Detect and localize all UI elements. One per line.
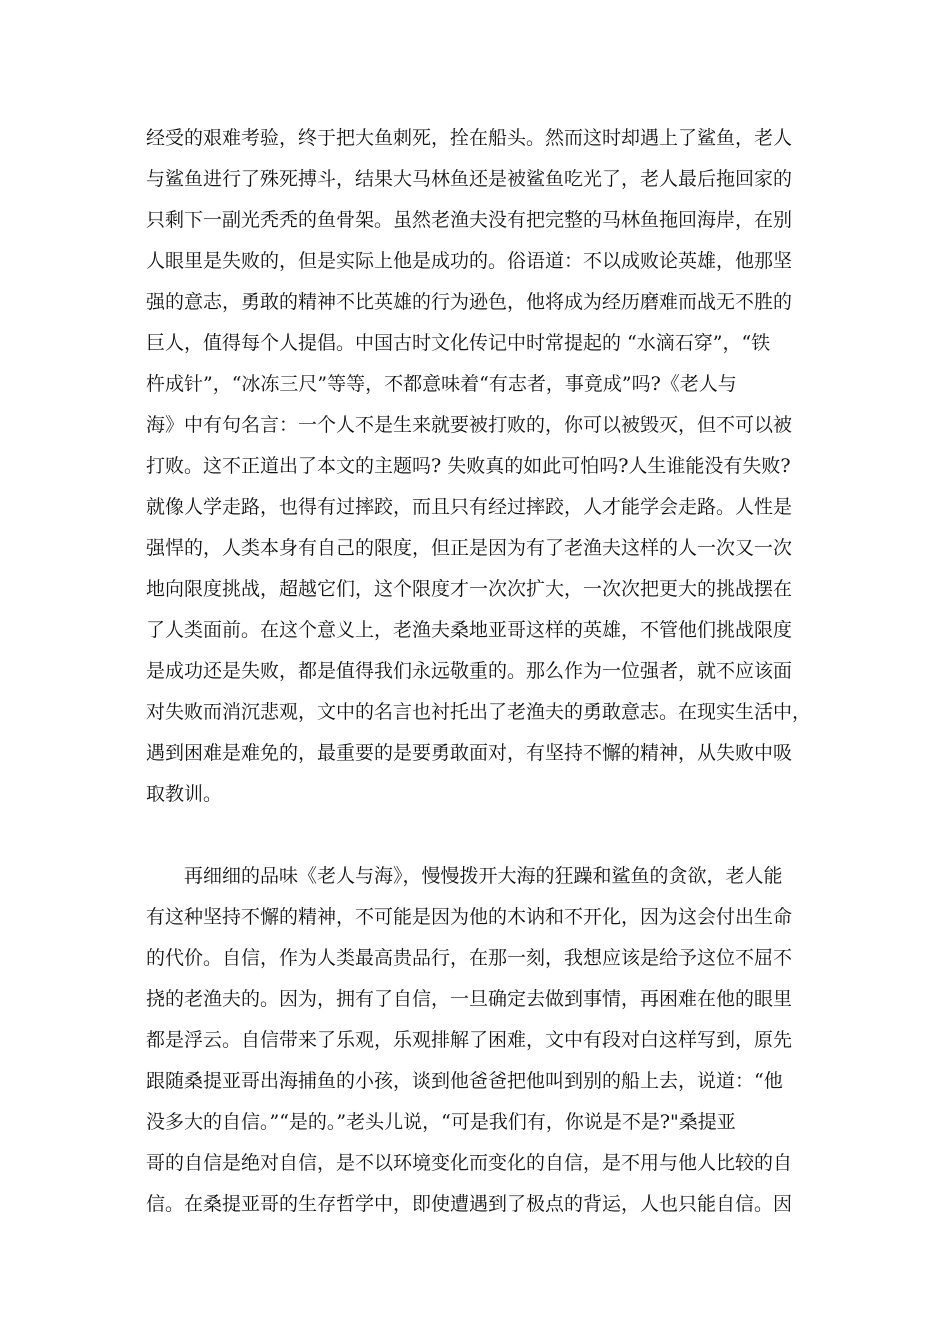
paragraph-line: 没多大的自信。”“是的。”老头儿说，“可是我们有，你说是不是?"桑提亚 [146, 1111, 736, 1133]
paragraph-line: 是成功还是失败，都是值得我们永远敬重的。那么作为一位强者，就不应该面 [146, 660, 793, 682]
paragraph-line: 与鲨鱼进行了殊死搏斗，结果大马林鱼还是被鲨鱼吃光了，老人最后拖回家的 [146, 168, 793, 190]
paragraph-line: 挠的老渔夫的。因为，拥有了自信，一旦确定去做到事情，再困难在他的眼里 [146, 988, 793, 1010]
paragraph-line: 强的意志，勇敢的精神不比英雄的行为逊色，他将成为经历磨难而战无不胜的 [146, 291, 793, 313]
paragraph-line: 跟随桑提亚哥出海捕鱼的小孩，谈到他爸爸把他叫到别的船上去，说道：“他 [146, 1070, 783, 1092]
paragraph-line: 对失败而消沉悲观，文中的名言也衬托出了老渔夫的勇敢意志。在现实生活中， [146, 701, 812, 723]
paragraph-line: 打败。这不正道出了本文的主题吗? 失败真的如此可怕吗?人生谁能没有失败? [146, 455, 791, 477]
paragraph-line: 遇到困难是难免的，最重要的是要勇敢面对，有坚持不懈的精神，从失败中吸 [146, 742, 793, 764]
paragraph-line: 杵成针”，“冰冻三尺”等等，不都意味着“有志者，事竟成”吗?《老人与 [146, 373, 737, 395]
paragraph-line: 巨人，值得每个人提倡。中国古时文化传记中时常提起的 “水滴石穿”，“铁 [146, 332, 771, 354]
paragraph-line: 只剩下一副光秃秃的鱼骨架。虽然老渔夫没有把完整的马林鱼拖回海岸，在别 [146, 209, 793, 231]
paragraph-1 [146, 118, 812, 815]
paragraph-line: 海》中有句名言：一个人不是生来就要被打败的，你可以被毁灭，但不可以被 [146, 414, 793, 436]
paragraph-line: 强悍的，人类本身有自己的限度，但正是因为有了老渔夫这样的人一次又一次 [146, 537, 793, 559]
paragraph-line: 再细细的品味《老人与海》，慢慢拨开大海的狂躁和鲨鱼的贪欲，老人能 [146, 865, 783, 887]
paragraph-2 [146, 856, 806, 1225]
paragraph-line: 地向限度挑战，超越它们，这个限度才一次次扩大，一次次把更大的挑战摆在 [146, 578, 793, 600]
paragraph-line: 都是浮云。自信带来了乐观，乐观排解了困难，文中有段对白这样写到，原先 [146, 1029, 793, 1051]
paragraph-line: 信。在桑提亚哥的生存哲学中，即使遭遇到了极点的背运，人也只能自信。因 [146, 1193, 793, 1215]
paragraph-line: 了人类面前。在这个意义上，老渔夫桑地亚哥这样的英雄，不管他们挑战限度 [146, 619, 793, 641]
paragraph-line: 经受的艰难考验，终于把大鱼刺死，拴在船头。然而这时却遇上了鲨鱼，老人 [146, 127, 793, 149]
paragraph-line: 的代价。自信，作为人类最高贵品行，在那一刻，我想应该是给予这位不屈不 [146, 947, 793, 969]
paragraph-line: 哥的自信是绝对自信，是不以环境变化而变化的自信，是不用与他人比较的自 [146, 1152, 793, 1174]
paragraph-line: 人眼里是失败的，但是实际上他是成功的。俗语道：不以成败论英雄，他那坚 [146, 250, 793, 272]
paragraph-line: 有这种坚持不懈的精神，不可能是因为他的木讷和不开化，因为这会付出生命 [146, 906, 793, 928]
paragraph-line: 取教训。 [146, 783, 223, 805]
paragraph-line: 就像人学走路，也得有过摔跤，而且只有经过摔跤，人才能学会走路。人性是 [146, 496, 793, 518]
